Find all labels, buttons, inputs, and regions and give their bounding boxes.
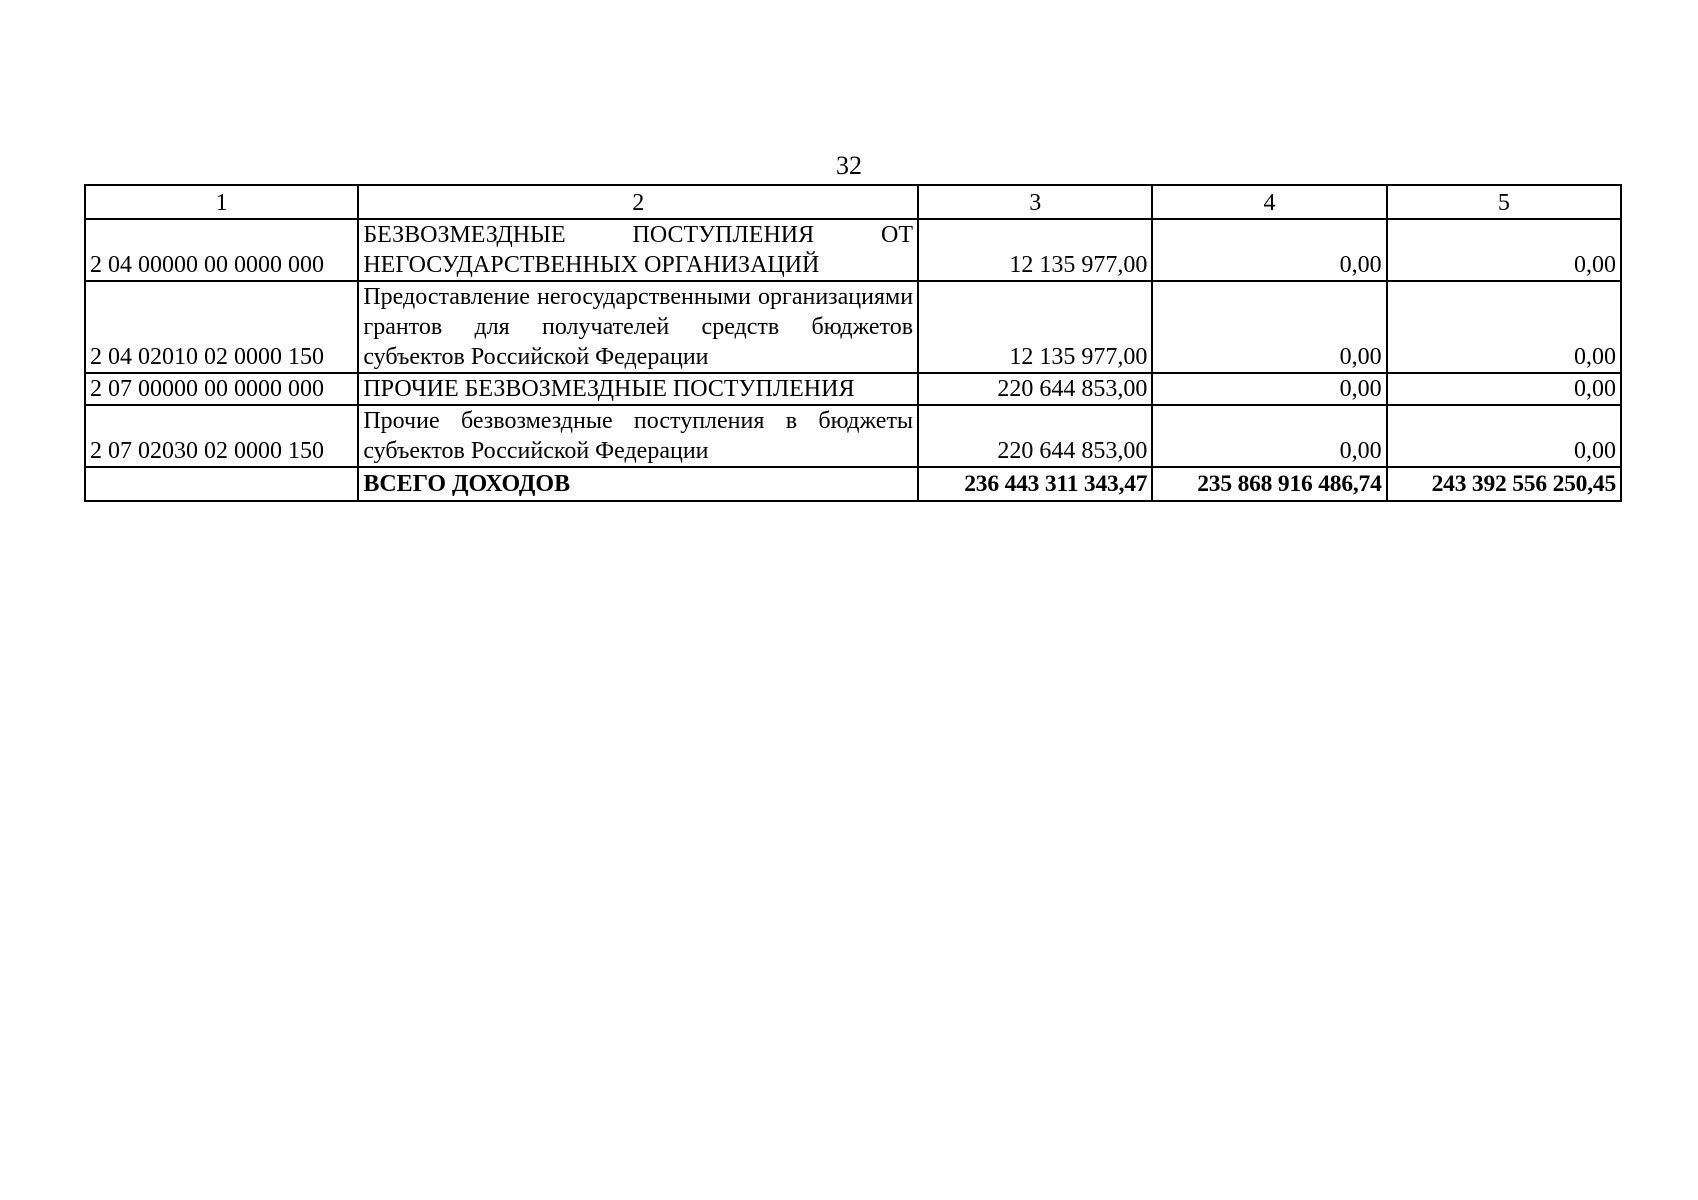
table-total-row <box>85 467 1621 501</box>
row-col4: 0,00 <box>1152 281 1386 373</box>
row-col3: 12 135 977,00 <box>918 281 1152 373</box>
row-col5: 0,00 <box>1387 281 1621 373</box>
row-col5: 0,00 <box>1387 219 1621 281</box>
row-col5: 0,00 <box>1387 405 1621 467</box>
total-col5: 243 392 556 250,45 <box>1387 467 1621 501</box>
row-col3: 220 644 853,00 <box>918 373 1152 405</box>
header-cell-col4: 4 <box>1152 185 1386 219</box>
table-row <box>85 281 1621 373</box>
row-code: 2 04 00000 00 0000 000 <box>85 219 358 281</box>
row-code: 2 07 02030 02 0000 150 <box>85 405 358 467</box>
row-col4: 0,00 <box>1152 405 1386 467</box>
total-label: ВСЕГО ДОХОДОВ <box>358 467 918 501</box>
table-row <box>85 405 1621 467</box>
total-col3: 236 443 311 343,47 <box>918 467 1152 501</box>
total-col4: 235 868 916 486,74 <box>1152 467 1386 501</box>
table-row <box>85 219 1621 281</box>
table-header-row <box>85 185 1621 219</box>
row-name: БЕЗВОЗМЕЗДНЫЕ ПОСТУПЛЕНИЯ ОТ НЕГОСУДАРСТВЕННЫХ ОРГАНИЗАЦИЙ <box>358 219 918 281</box>
table-row <box>85 373 1621 405</box>
total-code <box>85 467 358 501</box>
row-name: Прочие безвозмездные поступления в бюджеты субъектов Российской Федерации <box>358 405 918 467</box>
header-cell-col3: 3 <box>918 185 1152 219</box>
row-col3: 12 135 977,00 <box>918 219 1152 281</box>
header-cell-col5: 5 <box>1387 185 1621 219</box>
revenue-table <box>84 184 1622 502</box>
row-name: ПРОЧИЕ БЕЗВОЗМЕЗДНЫЕ ПОСТУПЛЕНИЯ <box>358 373 918 405</box>
page-number: 32 <box>836 151 862 180</box>
row-code: 2 07 00000 00 0000 000 <box>85 373 358 405</box>
row-col4: 0,00 <box>1152 219 1386 281</box>
header-cell-name: 2 <box>358 185 918 219</box>
row-col3: 220 644 853,00 <box>918 405 1152 467</box>
row-name: Предоставление негосударственными организациями грантов для получателей средств бюджетов субъектов Российской Федерации <box>358 281 918 373</box>
header-cell-code: 1 <box>85 185 358 219</box>
row-col5: 0,00 <box>1387 373 1621 405</box>
row-col4: 0,00 <box>1152 373 1386 405</box>
row-code: 2 04 02010 02 0000 150 <box>85 281 358 373</box>
